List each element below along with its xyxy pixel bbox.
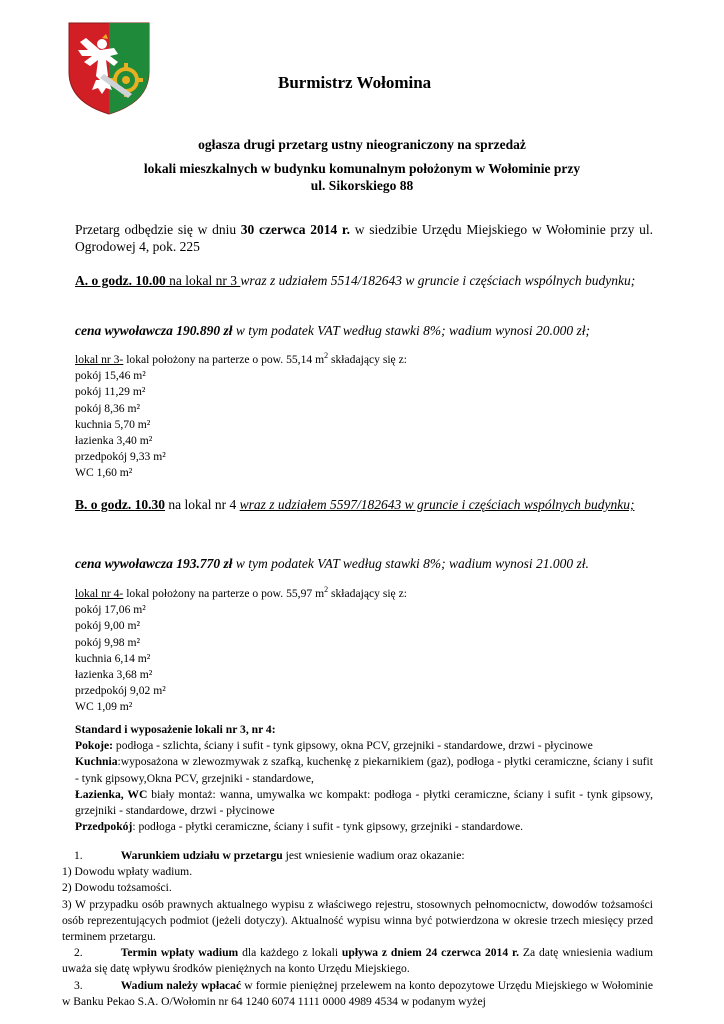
condition-2-deadline: upływa z dniem 24 czerwca 2014 r. (341, 946, 520, 960)
section-b-lokal (75, 586, 653, 716)
standard-section (75, 722, 653, 835)
section-a-lokal-desc (75, 352, 653, 368)
section-a-label: A. o godz. 10.00 (75, 273, 166, 288)
standard-pokoje (75, 738, 653, 754)
room-item: pokój 17,06 m² (75, 603, 146, 617)
pokoje-label: Pokoje: (75, 739, 113, 753)
standard-lazienka (75, 787, 653, 819)
przedpokoj-text: : podłoga - płytki ceramiczne, ściany i sufit - tynk gipsowy, grzejniki - standardowe. (132, 820, 524, 834)
room-item: pokój 8,36 m² (75, 401, 140, 415)
section-a-price (75, 322, 653, 339)
lokal-3-sup: 2 (324, 351, 329, 361)
standard-heading: Standard i wyposażenie lokali nr 3, nr 4: (75, 723, 276, 736)
lokal-3-desc: lokal położony na parterze o pow. 55,14 m (123, 353, 325, 366)
room-item: pokój 9,00 m² (75, 619, 140, 633)
condition-1-item-b: 2) Dowodu tożsamości. (62, 881, 172, 895)
room-item: przedpokój 9,33 m² (75, 450, 166, 464)
condition-2 (62, 945, 653, 977)
section-b-price-bold: cena wywoławcza 193.770 zł (75, 556, 233, 571)
room-item: przedpokój 9,02 m² (75, 684, 166, 698)
room-item: WC 1,60 m² (75, 466, 133, 480)
room-item: kuchnia 6,14 m² (75, 651, 151, 665)
section-b-price (75, 555, 653, 572)
section-a-lokal (75, 352, 653, 482)
lazienka-label: Łazienka, WC (75, 787, 148, 801)
condition-1-item-a: 1) Dowodu wpłaty wadium. (62, 865, 193, 879)
room-item: pokój 15,46 m² (75, 369, 146, 383)
condition-3-bold: Wadium należy wpłacać (120, 978, 242, 992)
condition-1-item-c: 3) W przypadku osób prawnych aktualnego wypisu z właściwego rejestru, stosownych pełnomocnictw, dowodów tożsamości osób reprezentujących podmiot (jeżeli dotyczy). Aktualność wypisu winna być potwierdzona w okresie trzech miesięcy przed terminem przetargu. (62, 897, 653, 944)
condition-1-bold: Warunkiem udziału w przetargu (120, 849, 283, 862)
section-b-label: B. o godz. 10.30 (75, 497, 166, 512)
announcement-line-3: ul. Sikorskiego 88 (310, 178, 414, 193)
condition-3-rest: w formie pieniężnej przelewem na konto depozytowe Urzędu Miejskiego w Wołominie w Banku Pekao S.A. O/Wołomin nr 64 1240 6074 1111 0000 4989 4534 w podanym wyżej (62, 978, 653, 1008)
condition-2-bold: Termin wpłaty wadium (120, 946, 239, 960)
intro-pre: Przetarg odbędzie się w dniu (75, 222, 241, 237)
section-b-heading (75, 496, 653, 513)
condition-2-number: 2. (74, 946, 83, 960)
condition-1-number: 1. (74, 849, 83, 862)
section-b-share: wraz z udziałem 5597/182643 w gruncie i częściach wspólnych budynku; (239, 497, 635, 512)
section-a-mid: na lokal nr 3 (165, 273, 241, 288)
section-a-share: wraz z udziałem 5514/182643 w gruncie i częściach wspólnych budynku; (240, 273, 636, 288)
standard-przedpokoj (75, 819, 653, 835)
auction-date: 30 czerwca 2014 r. (240, 222, 351, 237)
section-b-lokal-desc (75, 586, 653, 602)
lokal-4-label: lokal nr 4- (75, 587, 124, 600)
lokal-4-end: składający się z: (328, 587, 407, 600)
standard-kuchnia (75, 754, 653, 786)
announcement-line-1: ogłasza drugi przetarg ustny nieograniczony na sprzedaż (198, 137, 526, 152)
room-item: pokój 11,29 m² (75, 385, 146, 399)
lokal-4-desc: lokal położony na parterze o pow. 55,97 m (123, 587, 325, 600)
lokal-3-label: lokal nr 3- (75, 353, 124, 366)
room-item: łazienka 3,40 m² (75, 434, 153, 448)
condition-3 (62, 978, 653, 1010)
conditions-section (62, 848, 653, 1010)
kuchnia-label: Kuchnia (75, 755, 118, 769)
intro-post: w siedzibie Urzędu Miejskiego w Wołominie przy ul. Ogrodowej 4, pok. 225 (75, 222, 653, 254)
lokal-3-end: składający się z: (328, 353, 407, 366)
room-item: WC 1,09 m² (75, 700, 133, 714)
intro-paragraph (75, 221, 653, 255)
section-a-price-bold: cena wywoławcza 190.890 zł (75, 323, 233, 338)
condition-2-mid: dla każdego z lokali (238, 946, 342, 960)
condition-1 (62, 848, 653, 864)
page-title: Burmistrz Wołomina (278, 73, 432, 92)
section-a-heading (75, 272, 653, 289)
section-b-mid: na lokal nr 4 (165, 497, 240, 512)
condition-2-rest: Za datę wniesienia wadium uważa się datę wpływu środków pieniężnych na konto Urzędu Miejskiego. (62, 946, 653, 976)
section-a-price-rest: w tym podatek VAT według stawki 8%; wadium wynosi 20.000 zł; (232, 323, 590, 338)
przedpokoj-label: Przedpokój (75, 820, 133, 834)
room-item: kuchnia 5,70 m² (75, 417, 151, 431)
announcement-line-2: lokali mieszkalnych w budynku komunalnym położonym w Wołominie przy (143, 161, 581, 176)
condition-3-number: 3. (74, 978, 83, 992)
section-b-price-rest: w tym podatek VAT według stawki 8%; wadium wynosi 21.000 zł. (232, 556, 589, 571)
pokoje-text: podłoga - szlichta, ściany i sufit - tynk gipsowy, okna PCV, grzejniki - standardowe, drzwi - płycinowe (113, 739, 593, 753)
wolomin-coat-of-arms (66, 20, 152, 116)
lazienka-text: biały montaż: wanna, umywalka wc kompakt: podłoga - płytki ceramiczne, ściany i sufit - tynk gipsowy, grzejniki - standardowe, drzwi - płycinowe (75, 787, 653, 818)
lokal-4-sup: 2 (324, 585, 329, 595)
room-item: łazienka 3,68 m² (75, 668, 153, 682)
room-item: pokój 9,98 m² (75, 635, 140, 649)
condition-1-rest: jest wniesienie wadium oraz okazanie: (282, 849, 465, 862)
kuchnia-text: :wyposażona w zlewozmywak z szafką, kuchenkę z piekarnikiem (gaz), podłoga - płytki ceramiczne, ściany i sufit - tynk gipsowy,Okna PCV, grzejniki - standardowe, (75, 755, 653, 785)
